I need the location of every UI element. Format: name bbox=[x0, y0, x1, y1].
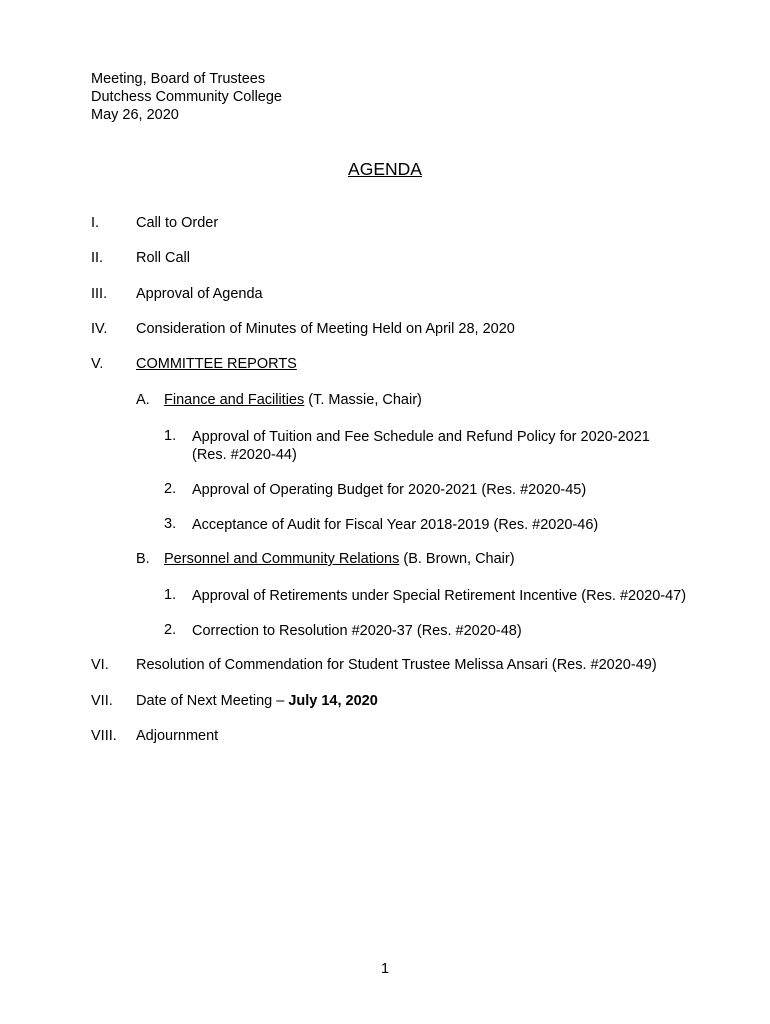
item-text-5: COMMITTEE REPORTS bbox=[136, 356, 297, 372]
agenda-title: AGENDA bbox=[348, 159, 422, 179]
item-numeral-4: IV. bbox=[91, 321, 108, 337]
committee-a-item-3-num: 3. bbox=[164, 516, 177, 532]
committee-a-chair: (T. Massie, Chair) bbox=[304, 392, 422, 408]
committee-a-item-1-line2: (Res. #2020-44) bbox=[192, 447, 297, 463]
page-number: 1 bbox=[380, 961, 390, 977]
item-numeral-7: VII. bbox=[91, 693, 113, 709]
header-meeting: Meeting, Board of Trustees bbox=[91, 71, 266, 87]
committee-b-name: Personnel and Community Relations bbox=[164, 551, 400, 567]
committee-b-item-1: Approval of Retirements under Special Retirement Incentive (Res. #2020-47) bbox=[192, 588, 687, 604]
committee-a-item-1-line1: Approval of Tuition and Fee Schedule and Refund Policy for 2020-2021 bbox=[192, 429, 650, 445]
item-numeral-6: VI. bbox=[91, 657, 109, 673]
item-text-3: Approval of Agenda bbox=[136, 286, 263, 302]
committee-b-item-2-num: 2. bbox=[164, 622, 177, 638]
header-college: Dutchess Community College bbox=[91, 89, 282, 105]
item-text-4: Consideration of Minutes of Meeting Held on April 28, 2020 bbox=[136, 321, 515, 337]
item-text-6: Resolution of Commendation for Student Trustee Melissa Ansari (Res. #2020-49) bbox=[136, 657, 657, 673]
item-text-1: Call to Order bbox=[136, 215, 219, 231]
committee-a-item-2-num: 2. bbox=[164, 481, 177, 497]
committee-a-heading bbox=[164, 392, 422, 408]
committee-b-chair: (B. Brown, Chair) bbox=[399, 551, 515, 567]
item-numeral-2: II. bbox=[91, 250, 104, 266]
committee-a-item-3: Acceptance of Audit for Fiscal Year 2018-2019 (Res. #2020-46) bbox=[192, 517, 599, 533]
item-numeral-5: V. bbox=[91, 356, 104, 372]
committee-b-item-2: Correction to Resolution #2020-37 (Res. #2020-48) bbox=[192, 623, 522, 639]
item-numeral-8: VIII. bbox=[91, 728, 117, 744]
item-numeral-1: I. bbox=[91, 215, 100, 231]
committee-a-letter: A. bbox=[136, 392, 150, 408]
item-text-8: Adjournment bbox=[136, 728, 219, 744]
committee-a-item-2: Approval of Operating Budget for 2020-2021 (Res. #2020-45) bbox=[192, 482, 587, 498]
committee-b-heading bbox=[164, 551, 515, 567]
next-meeting-date: July 14, 2020 bbox=[288, 693, 378, 709]
item-text-2: Roll Call bbox=[136, 250, 190, 266]
next-meeting-label: Date of Next Meeting – bbox=[136, 693, 289, 709]
committee-a-name: Finance and Facilities bbox=[164, 392, 305, 408]
committee-a-item-1 bbox=[192, 428, 650, 464]
item-text-7 bbox=[136, 693, 378, 709]
committee-a-item-1-num: 1. bbox=[164, 428, 177, 444]
header-date: May 26, 2020 bbox=[91, 107, 179, 123]
item-numeral-3: III. bbox=[91, 286, 108, 302]
committee-b-item-1-num: 1. bbox=[164, 587, 177, 603]
committee-b-letter: B. bbox=[136, 551, 150, 567]
